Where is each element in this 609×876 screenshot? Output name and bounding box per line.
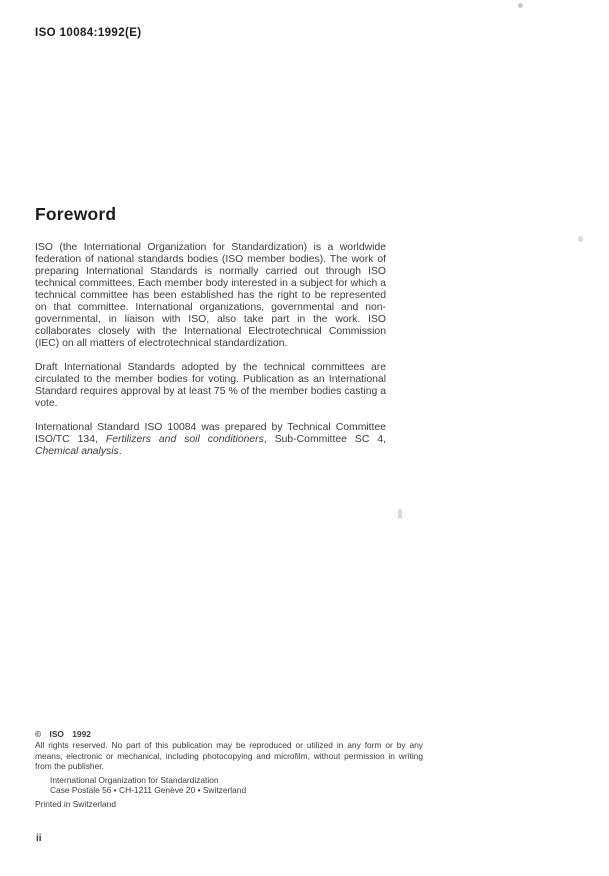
copyright-line: © ISO 1992 [35,729,91,739]
scan-speck [398,509,402,519]
subcommittee-name-italic: Chemical analysis [35,446,119,457]
imprint-block [35,729,423,809]
paragraph-committee [35,422,386,458]
scan-speck [518,3,523,8]
scan-speck [578,236,583,242]
printed-in-line: Printed in Switzerland [35,798,116,809]
paragraph-draft-standards: Draft International Standards adopted by the technical committees are circulated to the member bodies for voting. Publication as an International Standard requires approval by at least 75 % of the member bodies casting a vote. [35,362,386,409]
rights-notice: All rights reserved. No part of this publication may be reproduced or utilized in any form or by any means, electronic or mechanical, including photocopying and microfilm, without permission in writing from the publisher. [35,740,423,771]
page-number: ii [36,833,42,844]
publisher-block [50,775,423,796]
committee-text-end: . [118,446,122,457]
committee-text-lead: International Standard ISO 10084 was prepared by Technical Committee ISO/TC 134, [35,422,386,445]
section-title-foreword: Foreword [35,204,117,224]
paragraph-iso-description: ISO (the International Organization for Standardization) is a worldwide federation of national standards bodies (ISO member bodies). The work of preparing International Standards is normally carried out through ISO technical committees. Each member body interested in a subject for which a technical committee has been established has the right to be represented on that committee. International organizations, governmental and non-governmental, in liaison with ISO, also take part in the work. ISO collaborates closely with the International Electrotechnical Commission (IEC) on all matters of electrotechnical standardization. [35,242,386,349]
publisher-name: International Organization for Standardization [50,775,219,786]
publisher-address: Case Postale 56 • CH-1211 Genève 20 • Switzerland [50,785,247,796]
document-reference-header: ISO 10084:1992(E) [35,27,142,39]
committee-text-mid: , Sub-Committee SC 4, [263,434,386,445]
foreword-body [35,242,386,470]
committee-name-italic: Fertilizers and soil conditioners [105,434,264,445]
